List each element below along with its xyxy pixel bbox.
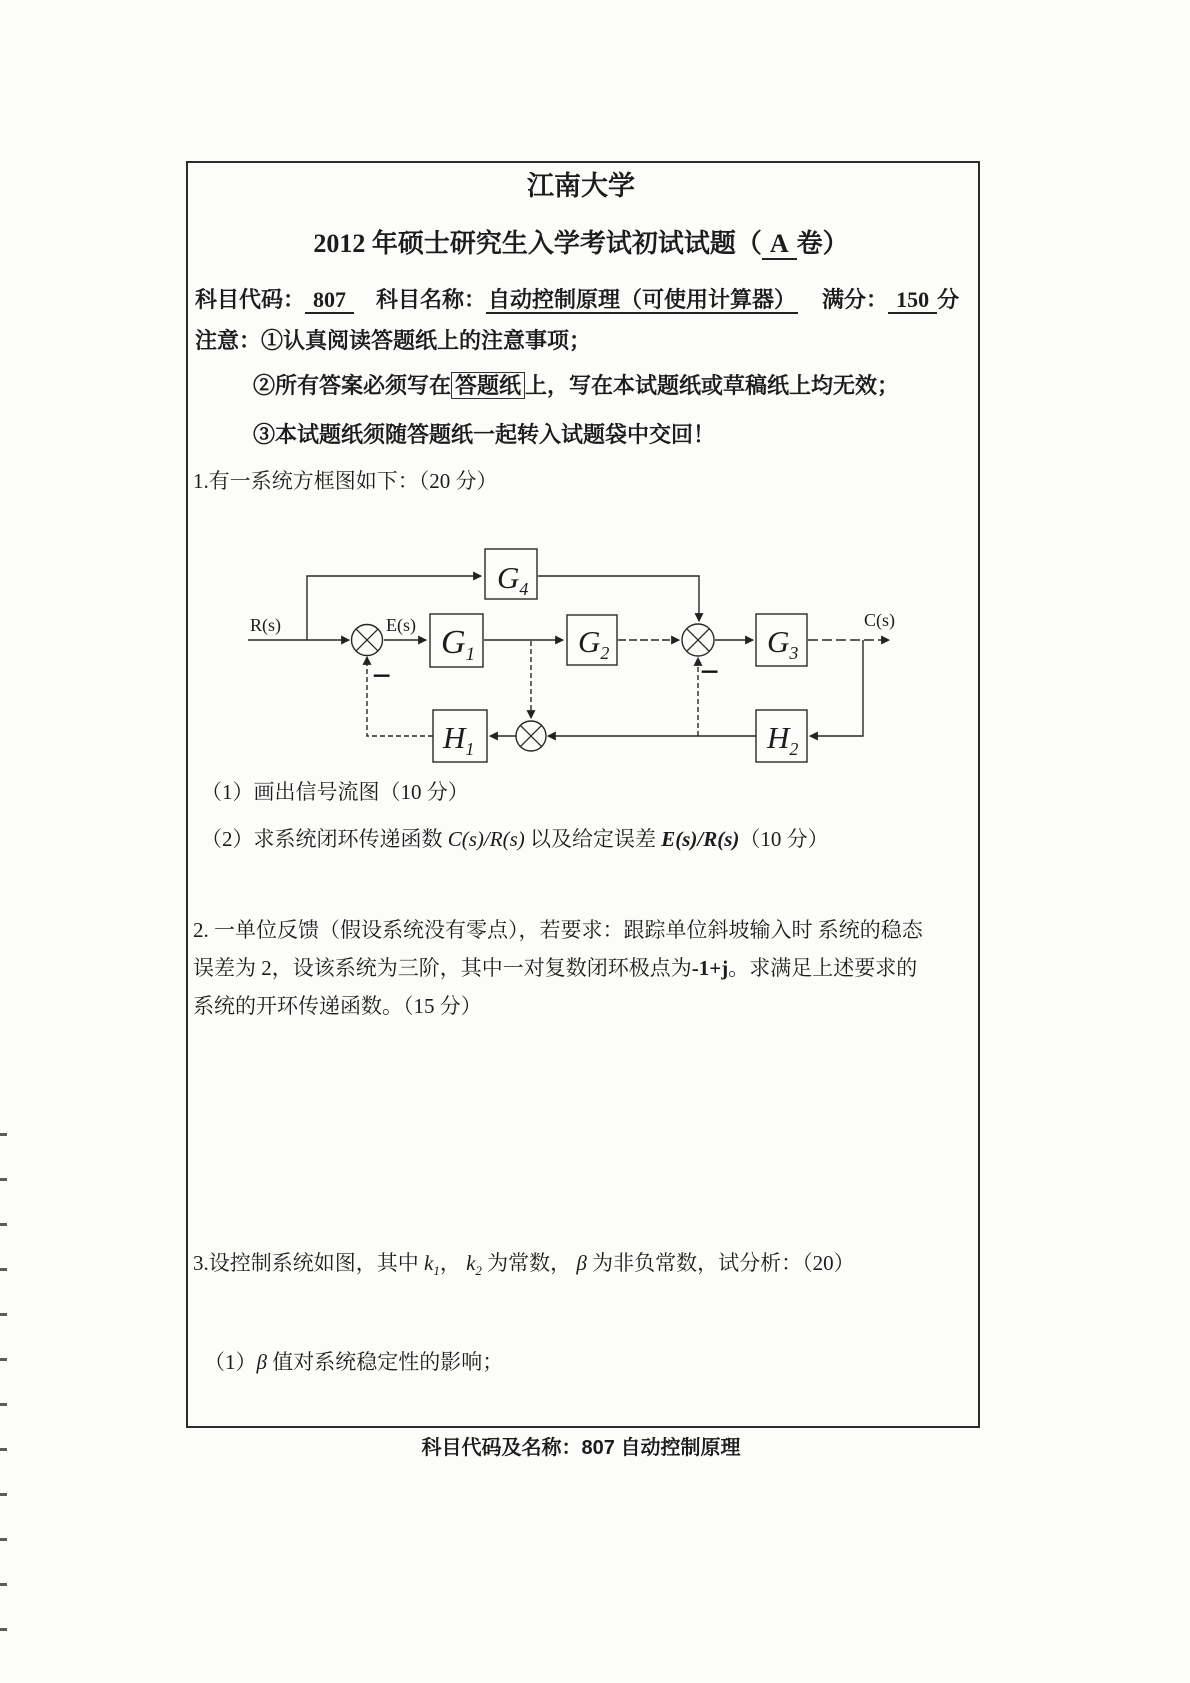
error-tf-math: E(s)/R(s)	[661, 827, 740, 851]
question-2-line-3: 系统的开环传递函数。（15 分）	[193, 994, 482, 1018]
q1-part2-post: （10 分）	[739, 827, 829, 851]
exam-title	[186, 228, 976, 261]
q2-line2-pre: 误差为 2，设该系统为三阶，其中一对复数闭环极点为	[193, 956, 692, 980]
score-label: 满分：	[822, 287, 889, 312]
question-1-part-2	[201, 826, 829, 852]
h1-label: $H_1$	[443, 720, 475, 759]
q3-sep2: 为常数，	[481, 1251, 577, 1275]
note-item-3: ③本试题纸须随答题纸一起转入试题袋中交回！	[253, 422, 716, 447]
minus-sign-junction-1: −	[372, 658, 392, 695]
q3-stem-pre: 3.设控制系统如图，其中	[193, 1251, 424, 1275]
note-item-2	[253, 372, 899, 400]
scan-mark	[0, 1403, 7, 1406]
q1-part2-mid: 以及给定误差	[524, 827, 662, 851]
k1-symbol: $k_1$	[424, 1251, 440, 1279]
subject-code-label: 科目代码：	[195, 287, 306, 312]
note-item-1: 注意：①认真阅读答题纸上的注意事项；	[195, 328, 592, 353]
question-1-stem: 1.有一系统方框图如下：（20 分）	[193, 469, 498, 493]
g1-label: $G_1$	[441, 624, 476, 665]
scan-mark	[0, 1268, 7, 1271]
question-2-line-2	[193, 955, 917, 981]
exam-paper-type: A	[762, 229, 797, 260]
answer-sheet-boxed-word: 答题纸	[451, 372, 525, 399]
scan-mark	[0, 1448, 7, 1451]
k2-symbol: $k_2$	[466, 1251, 482, 1279]
scan-mark	[0, 1583, 7, 1586]
closed-loop-tf-math: C(s)/R(s)	[447, 827, 525, 851]
scan-mark	[0, 1538, 7, 1541]
error-signal-label: E(s)	[386, 615, 416, 635]
minus-sign-junction-2: −	[700, 654, 720, 691]
subject-name: 自动控制原理（可使用计算器）	[488, 287, 797, 312]
output-feedback-line	[810, 640, 863, 736]
beta-symbol: β	[576, 1251, 587, 1275]
q3-sep1: ，	[439, 1251, 467, 1275]
note-2-post: 上，写在本试题纸或草稿纸上均无效；	[525, 373, 900, 398]
score-unit: 分	[937, 287, 960, 312]
g3-label: $G_3$	[767, 624, 799, 663]
score-value: 150	[888, 287, 937, 314]
exam-title-prefix: 2012 年硕士研究生入学考试初试试题（	[313, 229, 762, 258]
exam-title-suffix: 卷）	[796, 229, 849, 258]
university-title: 江南大学	[527, 171, 635, 201]
question-3-stem	[193, 1250, 855, 1279]
scan-mark	[0, 1628, 7, 1631]
question-2-line-1: 2. 一单位反馈（假设系统没有零点），若要求：跟踪单位斜坡输入时 系统的稳态	[193, 918, 923, 942]
h2-label: $H_2$	[767, 720, 799, 759]
scan-mark	[0, 1178, 7, 1181]
scan-mark	[0, 1223, 7, 1226]
input-signal-label: R(s)	[250, 615, 281, 635]
question-3-part-1	[204, 1349, 503, 1375]
q1-part2-pre: （2）求系统闭环传递函数	[201, 827, 448, 851]
complex-pole-value: -1+j	[691, 956, 729, 980]
q3-part1-post: 值对系统稳定性的影响；	[266, 1350, 504, 1374]
subject-name-label: 科目名称：	[376, 287, 487, 312]
note-2-pre: ②所有答案必须写在	[253, 373, 452, 398]
scan-mark	[0, 1358, 7, 1361]
q3-stem-post: 为非负常数，试分析：（20）	[586, 1251, 855, 1275]
g2-label: $G_2$	[578, 624, 610, 663]
q2-line2-post: 。求满足上述要求的	[728, 956, 918, 980]
g4-output-line	[538, 576, 699, 621]
scan-mark	[0, 1313, 7, 1316]
block-diagram	[230, 535, 920, 775]
scan-mark	[0, 1493, 7, 1496]
subject-code: 807	[305, 287, 354, 314]
subject-line	[195, 286, 959, 314]
g4-label: $G_4$	[497, 560, 529, 599]
q3-part1-pre: （1）	[204, 1350, 257, 1374]
question-1-part-1: （1）画出信号流图（10 分）	[201, 780, 469, 804]
output-signal-label: C(s)	[864, 610, 895, 630]
beta-symbol: β	[256, 1350, 267, 1374]
footer-subject-line: 科目代码及名称：807 自动控制原理	[421, 1437, 741, 1459]
scan-mark	[0, 1133, 7, 1136]
